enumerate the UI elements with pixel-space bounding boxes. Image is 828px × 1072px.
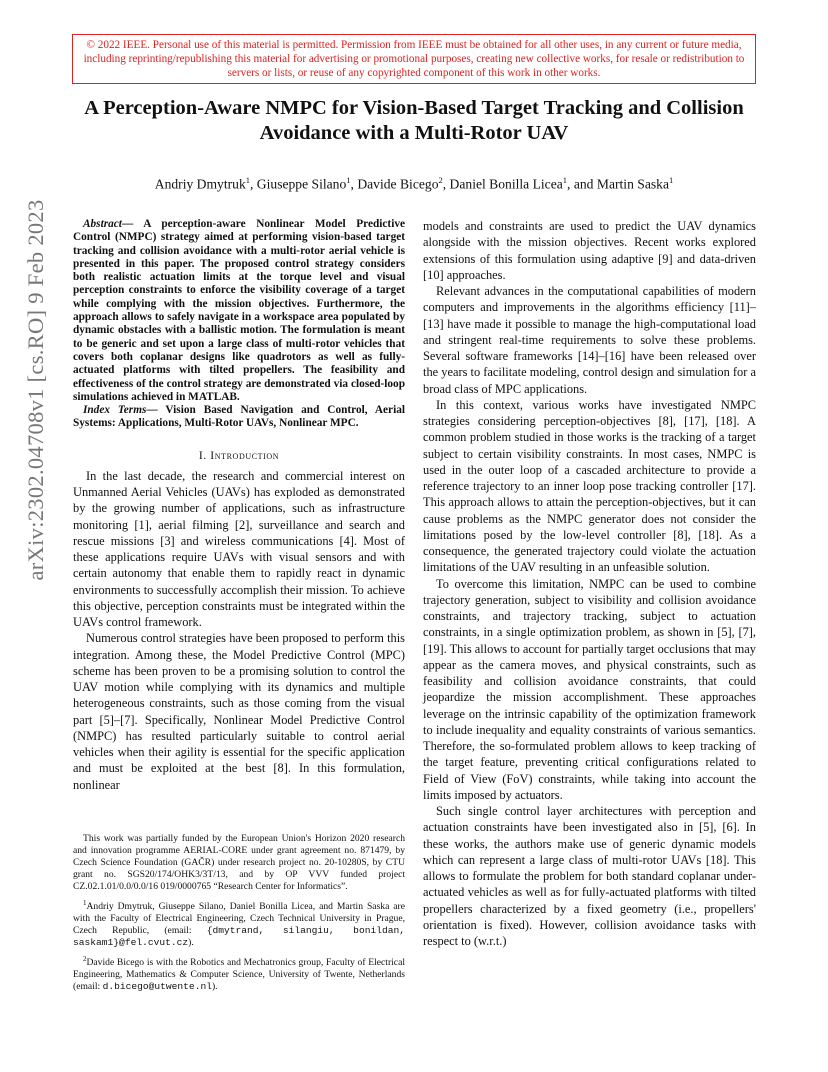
footnote-end: ). (211, 981, 218, 993)
author-name: Andriy Dmytruk (154, 176, 246, 192)
paper-title: A Perception-Aware NMPC for Vision-Based Target Tracking and Collision Avoidance with a Multi-Rotor UAV (84, 97, 744, 144)
arxiv-stamp: arXiv:2302.04708v1 [cs.RO] 9 Feb 2023 (23, 199, 48, 581)
index-terms-label: Index Terms (83, 404, 147, 417)
footnotes (73, 833, 405, 997)
author-name: Davide Bicego (357, 176, 439, 192)
author-affiliation-mark: 1 (669, 175, 674, 185)
right-column (423, 218, 756, 949)
author-name: Martin Saska (596, 176, 669, 192)
affiliation-footnote (73, 953, 405, 993)
abstract-text: — A perception-aware Nonlinear Model Predictive Control (NMPC) strategy aimed at performing vision-based target tracking and collision avoidance with a multi-rotor aerial vehicle is presented in this paper. The proposed control strategy considers both realistic actuation limits at the torque level and visual perception constraints to enforce the visibility coverage of a target while complying with the mission objectives. Furthermore, the approach allows to safely navigate in a workspace area populated by dynamic obstacles with a ballistic motion. The formulation is meant to be generic and set upon a large class of multi-rotor vehicles that covers both coplanar designs like quadrotors as well as fully-actuated platforms with tilted propellers. The feasibility and effectiveness of the control strategy are demonstrated via closed-loop simulations achieved in MATLAB. (73, 218, 405, 403)
index-terms (73, 404, 405, 431)
left-column (73, 218, 405, 793)
abstract (73, 218, 405, 404)
author-affiliation-mark: 1 (346, 175, 351, 185)
paragraph: In the last decade, the research and commercial interest on Unmanned Aerial Vehicles (UAVs) has exploded as demonstrated by the growing number of applications, such as infrastructure monitoring [1], aerial filming [2], surveillance and search and rescue missions [3] and wireless communications [4]. Most of these applications require UAVs with visual sensors and with certain autonomy that enable them to rapidly react in dynamic environments to successfully accomplish their mission. To achieve this objective, perception constraints must be integrated within the UAVs control framework. (73, 468, 405, 629)
paragraph: Numerous control strategies have been proposed to perform this integration. Among these, the Model Predictive Control (MPC) scheme has been proven to be a promising solution to control the UAV motion while complying with its dynamics and multiple heterogeneous constraints, such as those coming from the visual part [5]–[7]. Specifically, Nonlinear Model Predictive Control (NMPC) has resulted particularly suitable to control aerial vehicles when their agility is essential for the specific application and must be exploited at the best [8]. In this formulation, nonlinear (73, 631, 405, 792)
footnote-text: Andriy Dmytruk, Giuseppe Silano, Daniel Bonilla Licea, and Martin Saska are with the Faculty of Electrical Engineering, Czech Technical University in Prague, Czech Republic, (email: (73, 901, 405, 937)
section-heading: I. Introduction (198, 448, 280, 462)
footnote-text: Davide Bicego is with the Robotics and Mechatronics group, Faculty of Electrical Engineering, Mathematics & Computer Science, University of Twente, Netherlands (email: (73, 957, 405, 993)
author-name: Daniel Bonilla Licea (449, 176, 563, 192)
email-address: {dmytrand, silangiu, bonildan, saskam1}@fel.cvut.cz (73, 925, 405, 949)
paragraph: models and constraints are used to predict the UAV dynamics alongside with the mission objectives. Recent works explored extensions of this formulation using adaptive [9] and data-driven [10] approaches. (423, 219, 756, 282)
affiliation-footnote (73, 897, 405, 949)
author-affiliation-mark: 1 (562, 175, 568, 185)
footnote-mark: 1 (83, 899, 87, 907)
funding-footnote: This work was partially funded by the European Union's Horizon 2020 research and innovation programme AERIAL-CORE under grant agreement no. 871479, by Czech Science Foundation (GAČR) under research project no. 20-10280S, by CTU grant no. SGS20/174/OHK3/3T/13, and by OP VVV funded project CZ.02.1.01/0.0/0.0/16 019/0000765 “Research Center for Informatics”. (73, 833, 405, 892)
index-terms-text: — Vision Based Navigation and Control, Aerial Systems: Applications, Multi-Rotor UAVs, Nonlinear MPC. (73, 404, 405, 430)
email-address: d.bicego@utwente.nl (102, 981, 212, 993)
author-list: Andriy Dmytruk$^1$, Giuseppe Silano$^1$, Davide Bicego$^2$, Daniel Bonilla Licea$^1$, and Martin Saska$^1$ (154, 175, 674, 192)
author-affiliation-mark: 2 (438, 175, 443, 185)
footnote-mark: 2 (83, 955, 87, 964)
paragraph: Relevant advances in the computational capabilities of modern computers and improvements in the algorithms efficiency [11]–[13] have made it possible to manage the high-computational load and stringent real-time requirements to solve these problems. Several software frameworks [14]–[16] have been released over the years to facilitate modeling, control design and simulation for a broad class of MPC applications. (423, 284, 756, 396)
footnote-end: ). (188, 937, 194, 949)
paragraph: In this context, various works have investigated NMPC strategies considering perception-objectives [8], [17], [18]. A common problem studied in those works is the tracking of a target subject to certain visibility constraints. In most cases, NMPC is used in the outer loop of a cascaded architecture to provide a reference trajectory to an inner loop pose tracking controller [17]. This approach allows to attain the perception-objectives, but it can cause problems as the NMPC generator does not consider the limitations posed by the low-level controller [8], [18]. As a consequence, the generated trajectory could violate the actuation limitations of the UAV resulting in an unfeasible solution. (423, 397, 756, 575)
author-name: Giuseppe Silano (256, 176, 347, 192)
abstract-label: Abstract (83, 218, 122, 230)
copyright-notice: © 2022 IEEE. Personal use of this material is permitted. Permission from IEEE must be obtained for all other uses, in any current or future media, including reprinting/republishing this material for advertising or promotional purposes, creating new collective works, for resale or redistribution to servers or lists, or reuse of any copyrighted component of this work in other works. (72, 34, 756, 84)
author-affiliation-mark: 1 (245, 175, 250, 185)
paragraph: Such single control layer architectures with perception and actuation constraints have been investigated also in [5], [6]. In these works, the authors make use of generic dynamic models which can represent a large class of multi-rotor UAVs [18]. This allows to formulate the problem for both standard coplanar under-actuated vehicles as well as for fully-actuated platforms with tilted propellers characterized by a fixed geometry (i.e., propellers' orientation is fixed). However, collision avoidance tasks with respect to (w.r.t.) (423, 804, 756, 948)
paragraph: To overcome this limitation, NMPC can be used to combine trajectory generation, subject to visibility and collision avoidance constraints, and trajectory tracking, subject to actuation constraints, in a single optimization problem, as shown in [5], [7], [19]. This allows to account for partially target occlusions that may appear as the camera moves, and physical constraints, such as feasibility and collision avoidance constraints, that could jeopardize the mission accomplishment. These approaches leverage on the intrinsic capability of the optimization framework to include inequality and equality constraints of various semantics. Therefore, the so-formulated problem allows to keep tracking of the target feature, preventing critical configurations related to Field of View (FoV) constraints, while taking into account the limits imposed by actuators. (423, 576, 756, 802)
